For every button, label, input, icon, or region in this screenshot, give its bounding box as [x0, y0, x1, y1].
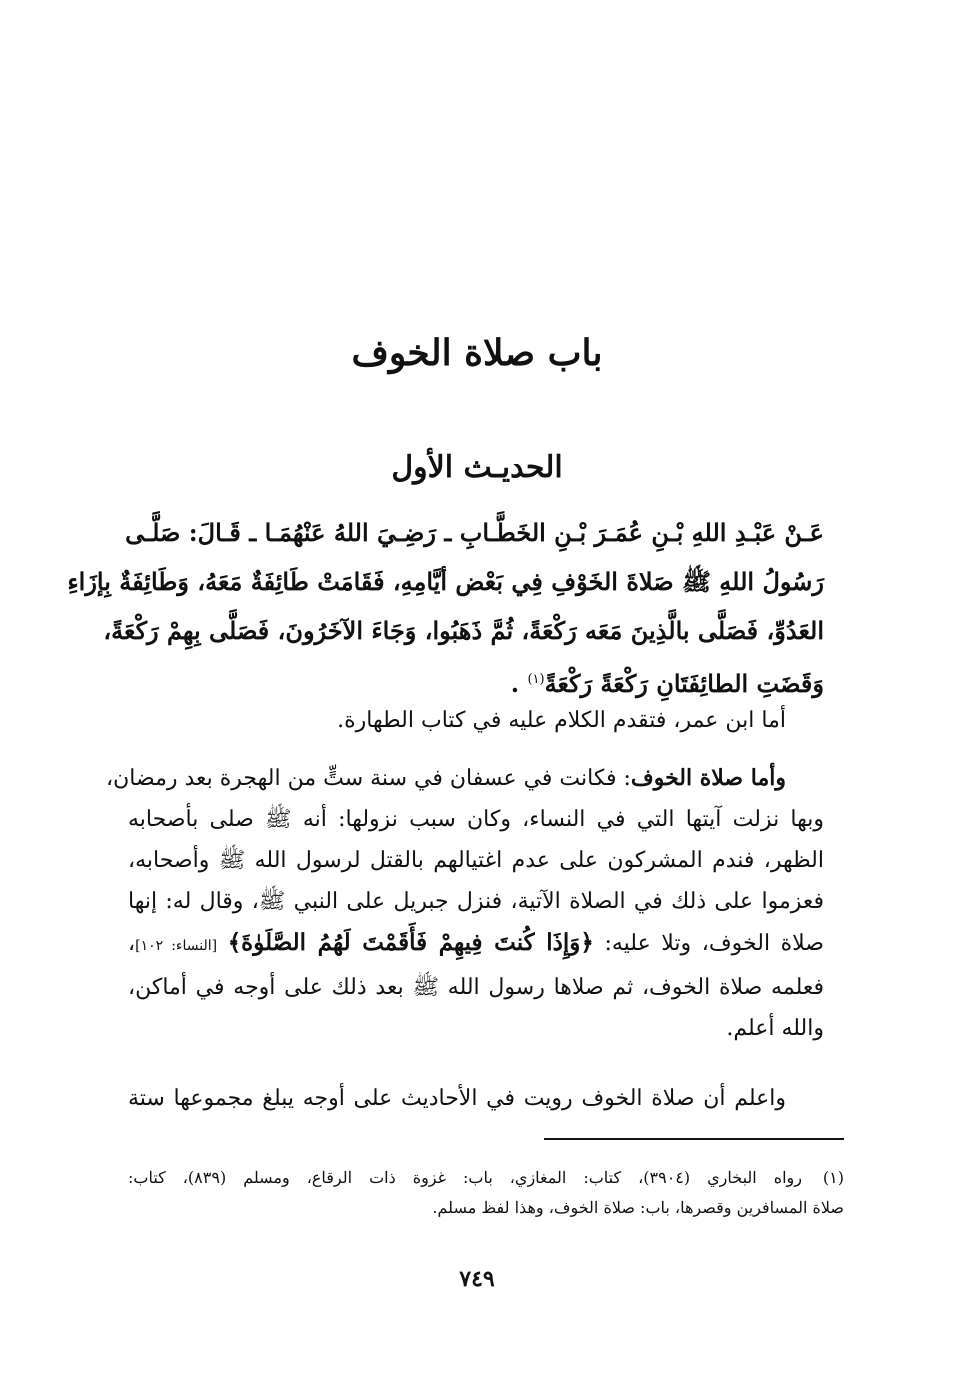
hadith-line: عَـنْ عَبْـدِ اللهِ بْـنِ عُمَـرَ بْـنِ الخَطَّـابِ ـ رَضِـيَ اللهُ عَنْهُمَـا ـ قَـالَ: صَلَّـى — [125, 518, 824, 547]
paragraph-lead: وأما صلاة الخوف — [630, 765, 786, 791]
page-number: ٧٤٩ — [459, 1266, 495, 1292]
paragraph-line: والله أعلم. — [726, 1016, 824, 1041]
paragraph-line: وبها نزلت آيتها التي في النساء، وكان سبب نزولها: أنه ﷺ صلى بأصحابه — [128, 807, 824, 832]
paragraph-line: فعزموا على ذلك في الصلاة الآتية، فنزل جبريل على النبي ﷺ، وقال له: إنها — [128, 889, 824, 914]
hadith-text — [67, 508, 824, 708]
paragraph-ibn-umar — [128, 700, 824, 741]
hadith-line: رَسُولُ اللهِ ﷺ صَلاةَ الخَوْفِ فِي بَعْض أيَّامِهِ، فَقَامَتْ طَائِفَةٌ مَعَهُ، وَطَائِفَةٌ بِإزَاءِ — [67, 567, 824, 596]
paragraph-line-text: : فكانت في عسفان في سنة ستٍّ من الهجرة بعد رمضان، — [106, 766, 631, 791]
chapter-title: باب صلاة الخوف — [351, 332, 603, 374]
paragraph-line — [128, 922, 824, 967]
paragraph-line: الظهر، فندم المشركون على عدم اغتيالهم بالقتل لرسول الله ﷺ وأصحابه، — [128, 848, 824, 873]
hadith-line: العَدُوِّ، فَصَلَّى بالَّذِينَ مَعَه رَكْعَةً، ثُمَّ ذَهَبُوا، وَجَاءَ الآخَرُونَ، فَصَلَّى بِهِمْ رَكْعَةً، — [103, 616, 824, 645]
paragraph-ways — [128, 1078, 824, 1119]
footnote-line — [128, 1163, 844, 1193]
footnote — [128, 1163, 844, 1223]
footnote-number: (١) — [822, 1168, 844, 1187]
paragraph-line: واعلم أن صلاة الخوف رويت في الأحاديث على أوجه يبلغ مجموعها ستة — [128, 1086, 786, 1111]
paragraph-line — [106, 758, 824, 799]
paragraph-line: فعلمه صلاة الخوف، ثم صلاها رسول الله ﷺ بعد ذلك على أوجه في أماكن، — [128, 975, 824, 1000]
quran-reference: [النساء: ١٠٢] — [135, 938, 218, 954]
hadith-heading: الحديـث الأول — [391, 450, 563, 485]
footnote-text: رواه البخاري (٣٩٠٤)، كتاب: المغازي، باب: غزوة ذات الرقاع، ومسلم (٨٣٩)، كتاب: — [128, 1168, 802, 1187]
quran-verse: ﴿وَإِذَا كُنتَ فِيهِمْ فَأَقَمْتَ لَهُمُ الصَّلَوٰةَ﴾ — [227, 929, 594, 956]
hadith-line-text: وَقَضَتِ الطائِفَتَانِ رَكْعَةً رَكْعَةً — [544, 669, 824, 698]
paragraph-salat-al-khawf — [106, 758, 824, 1049]
footnote-line: صلاة المسافرين وقصرها، باب: صلاة الخوف، وهذا لفظ مسلم. — [432, 1198, 844, 1217]
footnote-marker[interactable]: (١) — [527, 672, 545, 687]
footnote-divider — [544, 1138, 844, 1140]
paragraph-line: أما ابن عمر، فتقدم الكلام عليه في كتاب الطهارة. — [337, 708, 786, 733]
hadith-end: . — [510, 669, 528, 698]
paragraph-line-text: ، — [128, 931, 136, 956]
paragraph-line-text: صلاة الخوف، وتلا عليه: — [593, 931, 824, 956]
